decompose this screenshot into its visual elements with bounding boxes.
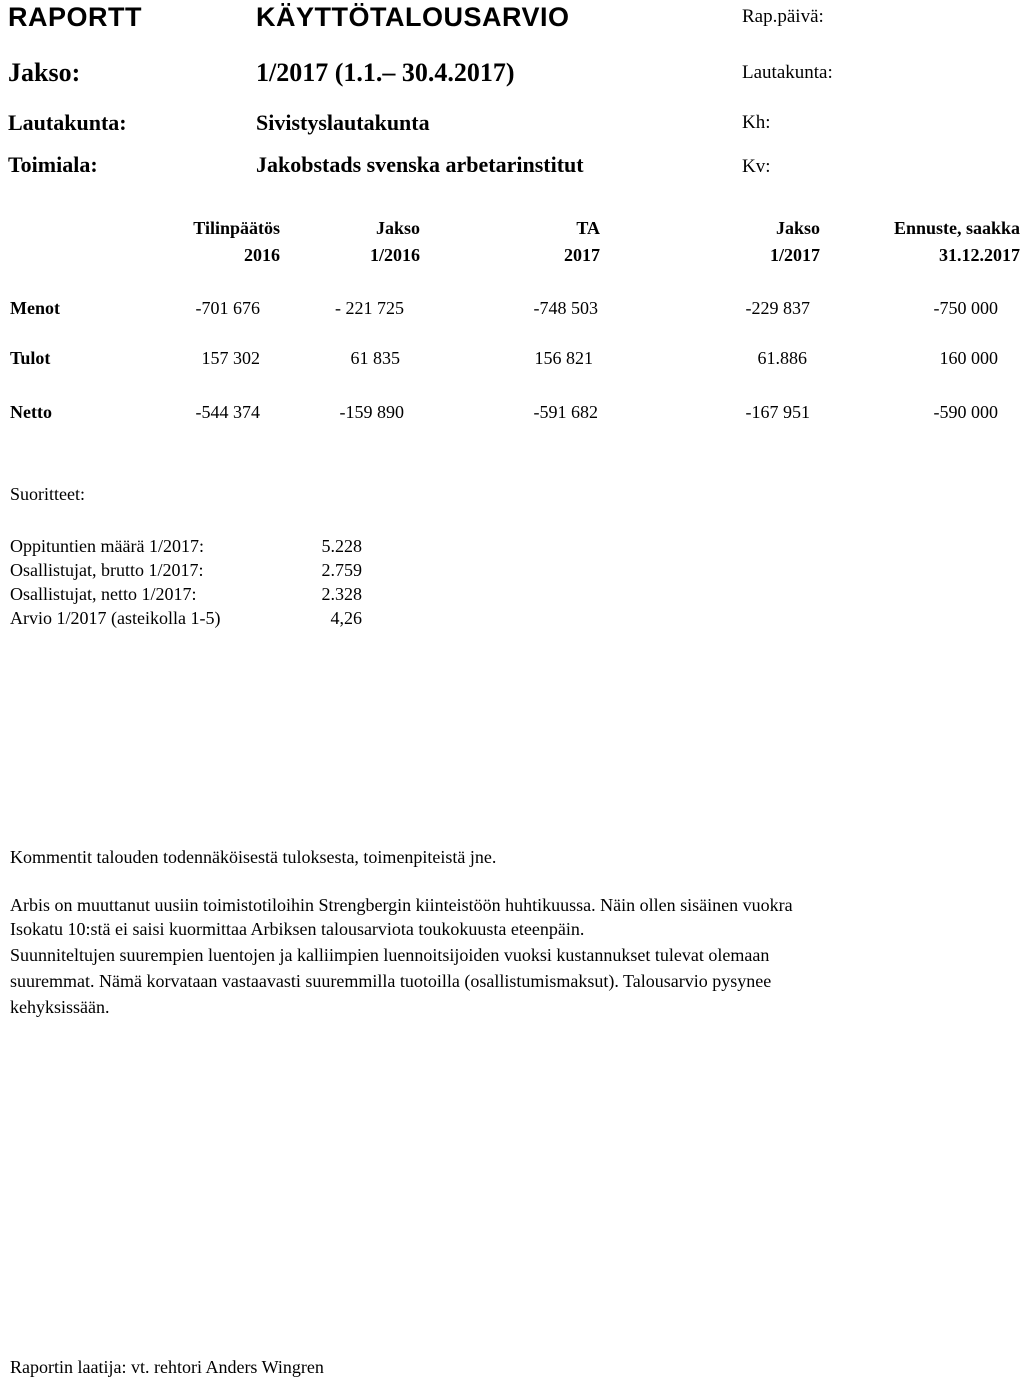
table-cell: -544 374 — [195, 402, 260, 422]
jakso-value: 1/2017 (1.1.– 30.4.2017) — [256, 58, 515, 87]
suorite-label: Osallistujat, netto 1/2017: — [10, 584, 197, 604]
comment-line: Suunniteltujen suurempien luentojen ja kalliimpien luennoitsijoiden vuoksi kustannukset tulevat olemaan — [10, 945, 770, 965]
suorite-value: 2.328 — [321, 584, 362, 604]
table-cell: -159 890 — [339, 402, 404, 422]
col-header-jakso-2017 — [680, 218, 820, 266]
report-title: KÄYTTÖTALOUSARVIO — [256, 2, 570, 32]
row-label-tulot: Tulot — [10, 348, 51, 368]
table-cell: 61 835 — [350, 348, 400, 368]
row-label-menot: Menot — [10, 298, 60, 318]
suorite-label: Osallistujat, brutto 1/2017: — [10, 560, 204, 580]
suorite-value: 5.228 — [321, 536, 362, 556]
toimiala-label: Toimiala: — [8, 152, 98, 177]
kv-label: Kv: — [742, 156, 771, 177]
side-lautakunta-label: Lautakunta: — [742, 62, 833, 83]
kh-label: Kh: — [742, 112, 771, 133]
col-header-line1: Tilinpäätös — [193, 218, 280, 238]
suorite-value: 4,26 — [330, 608, 362, 628]
report-author: Raportin laatija: vt. rehtori Anders Wingren — [10, 1357, 324, 1377]
rap-paiva-label: Rap.päivä: — [742, 6, 824, 27]
suorite-label: Oppituntien määrä 1/2017: — [10, 536, 204, 556]
table-cell: 156 821 — [534, 348, 593, 368]
table-cell: -229 837 — [745, 298, 810, 318]
comments-heading: Kommentit talouden todennäköisestä tuloksesta, toimenpiteistä jne. — [10, 847, 497, 867]
col-header-line2: 2017 — [564, 245, 600, 265]
suorite-label: Arvio 1/2017 (asteikolla 1-5) — [10, 608, 221, 628]
jakso-label: Jakso: — [8, 58, 81, 87]
comment-line: kehyksissään. — [10, 997, 110, 1017]
table-cell: -167 951 — [745, 402, 810, 422]
col-header-line2: 31.12.2017 — [939, 245, 1020, 265]
table-cell: -591 682 — [533, 402, 598, 422]
comment-line: Arbis on muuttanut uusiin toimistotiloihin Strengbergin kiinteistöön huhtikuussa. Näin ollen sisäinen vuokra — [10, 895, 793, 915]
comment-line: suuremmat. Nämä korvataan vastaavasti suuremmilla tuotoilla (osallistumismaksut). Talousarvio pysynee — [10, 971, 772, 991]
col-header-line1: Jakso — [375, 218, 420, 238]
table-cell: -590 000 — [933, 402, 998, 422]
table-cell: 160 000 — [939, 348, 998, 368]
lautakunta-value: Sivistyslautakunta — [256, 110, 430, 135]
lautakunta-label: Lautakunta: — [8, 110, 127, 135]
row-label-netto: Netto — [10, 402, 52, 422]
col-header-tilinpaatos — [120, 218, 280, 266]
col-header-line1: TA — [576, 218, 600, 238]
col-header-line2: 2016 — [244, 245, 280, 265]
report-label: RAPORTT — [8, 2, 142, 32]
table-cell: -750 000 — [933, 298, 998, 318]
col-header-jakso-2016 — [280, 218, 420, 266]
col-header-line2: 1/2016 — [369, 245, 420, 265]
col-header-line1: Ennuste, saakka — [893, 218, 1020, 238]
table-cell: 157 302 — [201, 348, 260, 368]
col-header-ta-2017 — [460, 218, 600, 266]
suoritteet-heading: Suoritteet: — [10, 484, 85, 504]
suorite-value: 2.759 — [321, 560, 362, 580]
table-cell: - 221 725 — [335, 298, 404, 318]
toimiala-value: Jakobstads svenska arbetarinstitut — [256, 152, 584, 177]
col-header-line1: Jakso — [775, 218, 820, 238]
table-cell: 61.886 — [757, 348, 807, 368]
col-header-line2: 1/2017 — [769, 245, 820, 265]
table-cell: -701 676 — [195, 298, 260, 318]
table-cell: -748 503 — [533, 298, 598, 318]
comment-line: Isokatu 10:stä ei saisi kuormittaa Arbiksen talousarviota toukokuusta eteenpäin. — [10, 919, 585, 939]
col-header-ennuste — [820, 218, 1020, 266]
